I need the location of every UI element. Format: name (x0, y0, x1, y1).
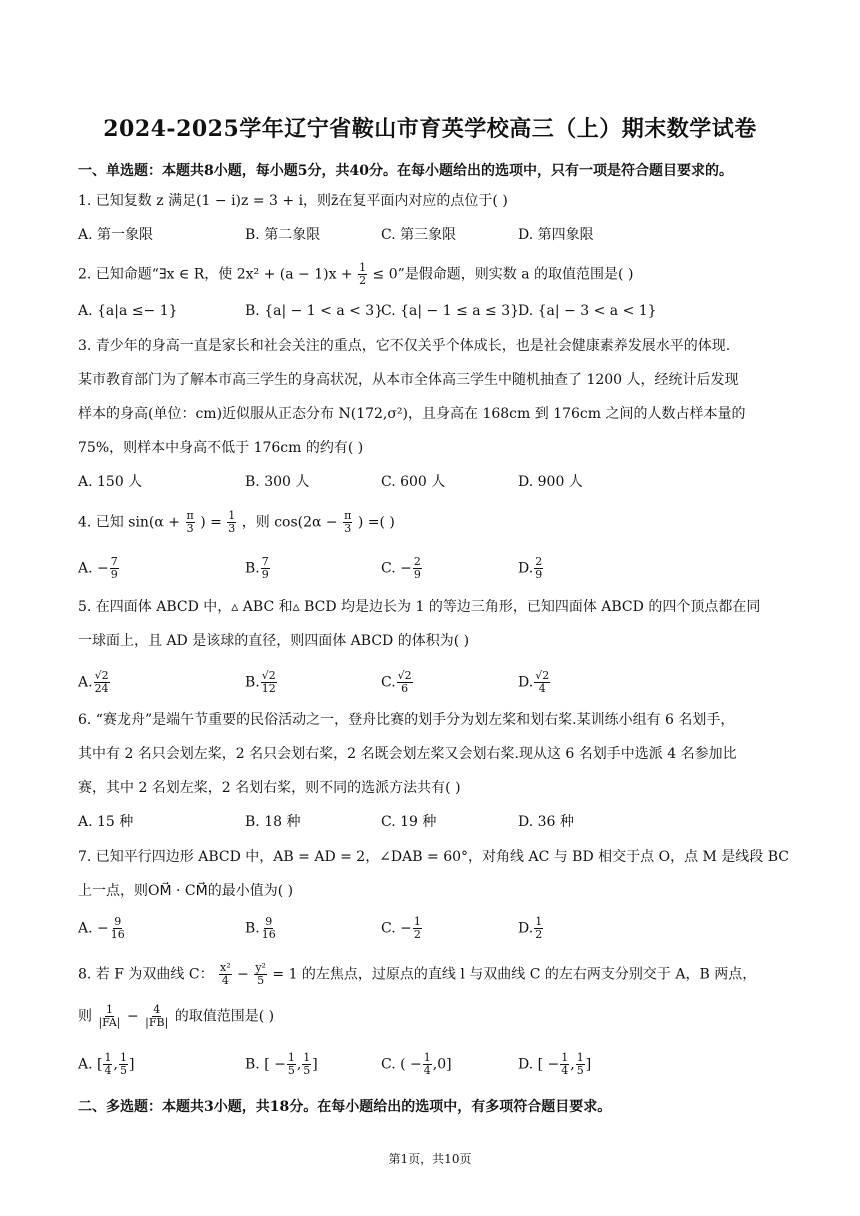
option-letter: C. − (381, 920, 412, 937)
question-3-option-b: B. 300 人 (245, 474, 310, 490)
fraction (261, 916, 277, 941)
question-2-option-d: D. {a| − 3 < a < 1} (518, 303, 657, 319)
question-5-option-a (78, 670, 111, 695)
question-8-option-a (78, 1052, 134, 1077)
question-4-option-d (518, 556, 544, 581)
fraction (560, 1052, 569, 1077)
fraction-numerator: y² (255, 961, 266, 974)
fraction (94, 670, 110, 695)
question-7-option-d (518, 916, 544, 941)
question-2-stem (78, 262, 788, 287)
option-letter: B. [ − (245, 1056, 286, 1073)
question-5-line-2: 一球面上，且 AD 是该球的直径，则四面体 ABCD 的体积为( ) (78, 633, 470, 649)
fraction-denominator: 3 (228, 522, 236, 535)
fraction (534, 670, 550, 695)
question-3-option-a: A. 150 人 (78, 474, 143, 490)
fraction-numerator: 1 (359, 261, 367, 274)
fraction (103, 1052, 112, 1077)
fraction (358, 262, 367, 287)
fraction-denominator: 5 (287, 1064, 295, 1077)
fraction-numerator: 1 (576, 1051, 584, 1064)
option-letter: D. (518, 674, 534, 691)
question-3-option-d: D. 900 人 (518, 474, 583, 490)
question-6-option-b: B. 18 种 (245, 814, 301, 830)
section-heading-multiple-choice: 二、多选题：本题共3小题，共18分。在每小题给出的选项中，有多项符合题目要求。 (78, 1099, 612, 1115)
fraction-denominator: 16 (110, 928, 125, 941)
fraction-denominator: 24 (94, 682, 109, 695)
fraction-denominator: 9 (413, 568, 421, 581)
fraction-numerator: √2 (94, 669, 109, 682)
question-4-stem-end: ) =( ) (357, 514, 395, 531)
question-6-line-1: 6. “赛龙舟”是端午节重要的民俗活动之一，登舟比赛的划手分为划左桨和划右桨.某训练小组有 6 名划手， (78, 712, 735, 728)
fraction-numerator: 7 (261, 555, 269, 568)
question-4-option-a (78, 556, 120, 581)
option-letter: C. − (381, 560, 412, 577)
fraction-denominator: 9 (261, 568, 269, 581)
fraction (261, 556, 270, 581)
question-8-option-c (381, 1052, 452, 1077)
fraction-denominator: 3 (186, 522, 194, 535)
separator: , (113, 1056, 118, 1073)
question-3-line-4: 75%，则样本中身高不低于 176cm 的约有( ) (78, 440, 364, 456)
option-letter: A. − (78, 560, 109, 577)
question-3-line-3: 样本的身高(单位：cm)近似服从正态分布 N(172,σ²)，且身高在 168cm 到 176cm 之间的人数占样本量的 (78, 406, 746, 422)
question-6-line-3: 赛，其中 2 名划左桨，2 名划右桨，则不同的选派方法共有( ) (78, 780, 461, 796)
minus-sign: − (126, 1008, 139, 1025)
question-3-line-2: 某市教育部门为了解本市高三学生的身高状况，从本市全体高三学生中随机抽查了 1200 人，经统计后发现 (78, 372, 739, 388)
question-2-stem-end: ≤ 0”是假命题，则实数 a 的取值范围是( ) (372, 266, 634, 283)
question-4-stem-middle-2: ，则 cos(2α − (241, 514, 338, 531)
question-5-option-c (381, 670, 414, 695)
option-letter: D. [ − (518, 1056, 560, 1073)
option-letter: A. − (78, 920, 109, 937)
option-letter: C. (381, 674, 396, 691)
question-2-option-c: C. {a| − 1 ≤ a ≤ 3} (381, 303, 520, 319)
page-footer: 第1页，共10页 (388, 1152, 472, 1166)
fraction-numerator: 9 (114, 915, 122, 928)
option-letter: A. (78, 674, 93, 691)
question-1-option-b: B. 第二象限 (245, 227, 321, 243)
question-5-option-d (518, 670, 551, 695)
question-7-line-2: 上一点，则OM⃗ · CM⃗的最小值为( ) (78, 883, 294, 899)
question-4-option-b (245, 556, 271, 581)
question-2-option-a: A. {a|a ≤− 1} (78, 303, 178, 319)
fraction-numerator: 1 (287, 1051, 295, 1064)
fraction (119, 1052, 128, 1077)
fraction-denominator: 9 (110, 568, 118, 581)
question-1-option-a: A. 第一象限 (78, 227, 154, 243)
fraction (413, 916, 422, 941)
option-letter: B. (245, 674, 260, 691)
option-letter: D. (518, 560, 534, 577)
fraction-denominator: 5 (119, 1064, 127, 1077)
question-3-option-c: C. 600 人 (381, 474, 446, 490)
fraction (97, 1004, 121, 1029)
fraction-numerator: π (344, 509, 352, 522)
fraction-denominator: 4 (538, 682, 546, 695)
fraction (534, 556, 543, 581)
fraction-numerator: π (186, 509, 194, 522)
fraction-numerator: 2 (535, 555, 543, 568)
question-3-line-1: 3. 青少年的身高一直是家长和社会关注的重点，它不仅关乎个体成长，也是社会健康素养发展水平的体现. (78, 338, 731, 354)
fraction (110, 916, 126, 941)
fraction-numerator: √2 (397, 669, 412, 682)
fraction-denominator: 2 (535, 928, 543, 941)
question-8-stem-end: = 1 的左焦点，过原点的直线 l 与双曲线 C 的左右两支分别交于 A，B 两点， (272, 966, 757, 983)
question-1-option-c: C. 第三象限 (381, 227, 457, 243)
question-2-option-b: B. {a| − 1 < a < 3} (245, 303, 384, 319)
fraction-numerator: 9 (265, 915, 273, 928)
fraction (144, 1004, 169, 1029)
fraction (534, 916, 543, 941)
fraction-denominator: 4 (104, 1064, 112, 1077)
question-7-line-1: 7. 已知平行四边形 ABCD 中，AB = AD = 2，∠DAB = 60°，对角线 AC 与 BD 相交于点 O，点 M 是线段 BC (78, 849, 790, 865)
question-6-option-c: C. 19 种 (381, 814, 437, 830)
fraction-denominator: 16 (261, 928, 276, 941)
question-8-option-d (518, 1052, 591, 1077)
fraction-numerator: 1 (119, 1051, 127, 1064)
fraction-denominator: 6 (401, 682, 409, 695)
fraction-numerator: 2 (413, 555, 421, 568)
question-8-line-2-end: 的取值范围是( ) (174, 1008, 275, 1025)
question-8-option-b (245, 1052, 318, 1077)
fraction (397, 670, 413, 695)
option-letter: D. (518, 920, 534, 937)
fraction-denominator: 4 (561, 1064, 569, 1077)
question-6-line-2: 其中有 2 名只会划左桨，2 名只会划右桨，2 名既会划左桨又会划右桨.现从这 6 名划手中选派 4 名参加比 (78, 746, 737, 762)
fraction-numerator: 1 (105, 1003, 113, 1016)
question-1-option-d: D. 第四象限 (518, 227, 594, 243)
bracket: ] (312, 1056, 318, 1073)
question-8-line-2 (78, 1004, 788, 1029)
question-5-option-b (245, 670, 278, 695)
minus-sign: − (237, 966, 249, 983)
question-7-option-b (245, 916, 278, 941)
fraction (343, 510, 352, 535)
fraction-denominator: 2 (359, 274, 367, 287)
question-6-option-d: D. 36 种 (518, 814, 574, 830)
option-letter: C. ( − (381, 1056, 422, 1073)
fraction-denominator: 9 (535, 568, 543, 581)
fraction-numerator: 1 (535, 915, 543, 928)
separator: , (570, 1056, 575, 1073)
fraction (423, 1052, 432, 1077)
question-8-line-1 (78, 962, 788, 987)
fraction-denominator: |FA| (98, 1016, 121, 1029)
fraction (287, 1052, 296, 1077)
fraction (261, 670, 277, 695)
question-8-stem-start: 8. 若 F 为双曲线 C： (78, 966, 214, 983)
question-4-stem-start: 4. 已知 sin(α + (78, 514, 181, 531)
bracket: ] (128, 1056, 135, 1073)
fraction-denominator: 5 (576, 1064, 584, 1077)
question-7-option-c (381, 916, 423, 941)
fraction (227, 510, 236, 535)
fraction-denominator: |FB| (145, 1016, 169, 1029)
question-7-option-a (78, 916, 127, 941)
fraction-numerator: 1 (561, 1051, 569, 1064)
bracket: ,0] (432, 1056, 452, 1073)
question-2-stem-start: 2. 已知命题“∃x ∈ R，使 2x² + (a − 1)x + (78, 266, 353, 283)
fraction-numerator: 1 (104, 1051, 112, 1064)
fraction-numerator: 4 (153, 1003, 161, 1016)
fraction (186, 510, 195, 535)
separator: , (296, 1056, 302, 1073)
fraction (576, 1052, 585, 1077)
section-heading-single-choice: 一、单选题：本题共8小题，每小题5分，共40分。在每小题给出的选项中，只有一项是符合题目要求的。 (78, 163, 733, 179)
fraction-denominator: 2 (413, 928, 421, 941)
fraction-denominator: 3 (344, 522, 352, 535)
question-1-stem: 1. 已知复数 z 满足(1 − i)z = 3 + i，则z̄在复平面内对应的点位于( ) (78, 193, 508, 209)
fraction (219, 962, 232, 987)
fraction-numerator: √2 (535, 669, 550, 682)
option-letter: B. (245, 920, 260, 937)
question-5-line-1: 5. 在四面体 ABCD 中，▵ ABC 和▵ BCD 均是边长为 1 的等边三角形，已知四面体 ABCD 的四个顶点都在同 (78, 599, 761, 615)
fraction (110, 556, 119, 581)
fraction-numerator: 1 (228, 509, 236, 522)
fraction (254, 962, 267, 987)
fraction-denominator: 5 (257, 974, 265, 987)
option-letter: A. [ (78, 1056, 103, 1073)
fraction-numerator: x² (220, 961, 231, 974)
question-4-stem (78, 510, 788, 535)
fraction-numerator: 7 (110, 555, 118, 568)
fraction-numerator: √2 (261, 669, 276, 682)
fraction-numerator: 1 (413, 915, 421, 928)
question-4-option-c (381, 556, 423, 581)
fraction-denominator: 4 (221, 974, 229, 987)
fraction (413, 556, 422, 581)
page-title: 2024-2025学年辽宁省鞍山市育英学校高三（上）期末数学试卷 (103, 116, 757, 142)
bracket: ] (585, 1056, 592, 1073)
question-4-stem-middle: ) = (200, 514, 222, 531)
fraction (302, 1052, 311, 1077)
fraction-numerator: 1 (423, 1051, 431, 1064)
fraction-denominator: 12 (261, 682, 276, 695)
fraction-denominator: 4 (423, 1064, 431, 1077)
fraction-denominator: 5 (303, 1064, 311, 1077)
question-8-line-2-start: 则 (78, 1008, 92, 1025)
fraction-numerator: 1 (303, 1051, 311, 1064)
option-letter: B. (245, 560, 260, 577)
question-6-option-a: A. 15 种 (78, 814, 134, 830)
